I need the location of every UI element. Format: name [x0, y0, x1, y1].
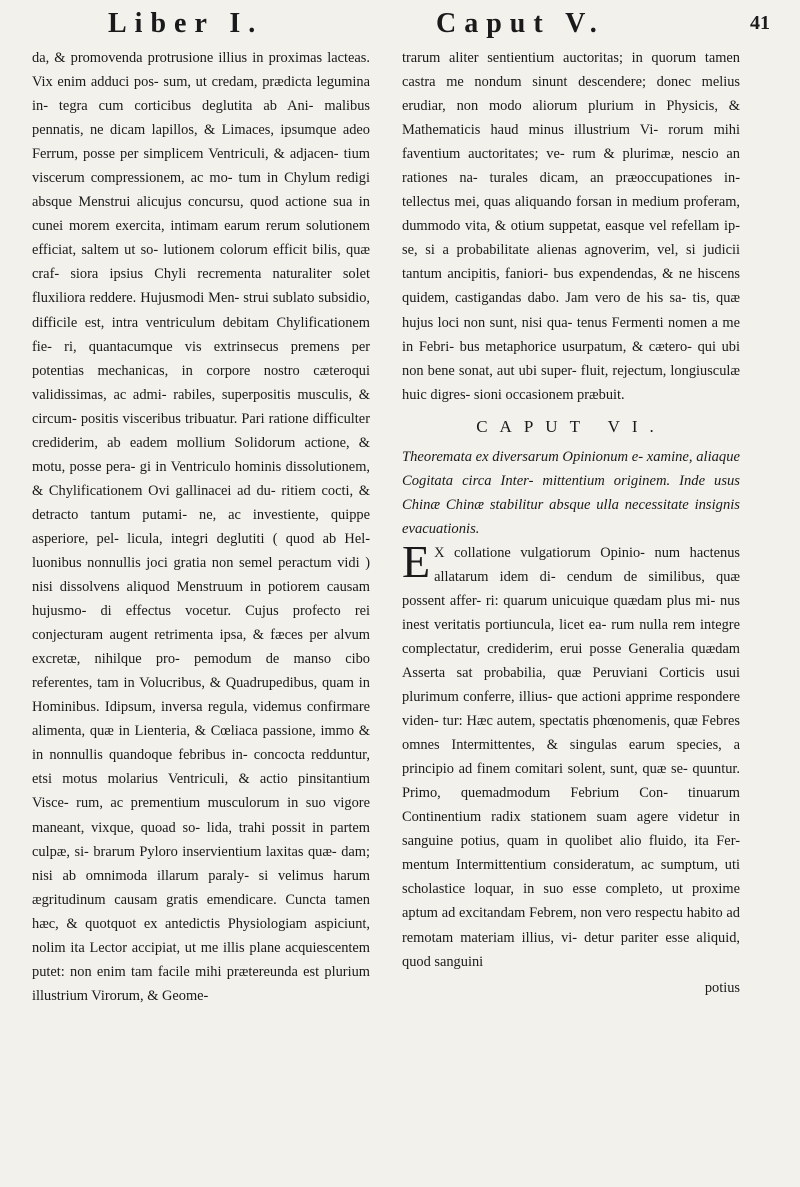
running-header	[60, 8, 770, 48]
right-running-head: Caput V.	[436, 8, 605, 39]
left-running-head: Liber I.	[108, 8, 264, 39]
right-column-text-before: trarum aliter sentientium auctoritas; in quorum tamen castra me nondum sinunt descendere; donec melius erudiar, non modo aliorum plurium in Physicis, & Mathematicis haud minus illustrium Vi- rorum mihi faventium auctoritates; ve- rum & plurimæ, nescio an rationes na- turales dicam, an præoccupationes in- tellectus mei, quas aliquando forsan in medium proferam, dummodo vita, & otium suppetat, easque vel refellam ip- se, si a probabilitate alienas agnoverim, vel, si judicii tantum ancipitis, faniori- bus expendendas, & ne hiscens quidem, castigandas dabo. Jam vero de his sa- tis, quæ hujus loci non sunt, nisi qua- tenus Fermenti nomen a me in Febri- bus metaphorice usurpatum, & cætero- qui ubi non bene sonat, aut ubi super- fluit, rejectum, longiusculæ huic digres- sioni occasionem præbuit.	[402, 50, 740, 403]
drop-initial: E	[402, 535, 431, 587]
left-column	[32, 46, 370, 1008]
catchword: potius	[704, 979, 740, 996]
left-column-text: da, & promovenda protrusione illius in proximas lacteas. Vix enim adduci pos- sum, ut credam, prædicta legumina in- tegra cum corticibus deglutita ab Ani- malibus pennatis, ne dicam lapillos, & Limaces, ipsumque adeo Ferrum, posse per simplicem Ventriculi, & adjacen- tium viscerum compressionem, ac mo- tum in Chylum redigi absque Menstrui alicujus concursu, quod actione sua in cunei morem exercita, intimam earum rerum solutionem efficiat, saltem ut so- lutionem colorum efficit bilis, quæ craf- siora ipsius Chyli recrementa naturaliter solet fluxiliora reddere. Hujusmodi Men- strui sublato subsidio, difficile est, intra ventriculum debitam Chylificationem fie- ri, quantacumque vis extrinsecus premens per potentias mechanicas, in corpore nostro cæteroqui validissimas, ac admi- rabiles, superpositis musculis, & circum- positis visceribus tribuatur. Pari ratione difficulter crediderim, ab eadem mollium Solidorum actione, & motu, posse pera- gi in Ventriculo hominis dissolutionem, & Chylificationem Ovi gallinacei ad du- ritiem cocti, & detracto tantum putami- ne, ac investiente, quippe asperiore, pel- licula, integri deglutiti ( quod ab Hel- luonibus nonnullis joci gratia non semel peractum vidi ) nisi dissolvens aliquod Menstruum in potiorem causam hujusmo- di effectus vocetur. Cujus profecto rei conjecturam augent retrimenta ipsa, & fæces per alvum excretæ, nihilque pro- pemodum de manso cibo referentes, tam in Volucribus, & Quadrupedibus, quam in Hominibus. Idipsum, inversa regula, videmus confirmare alimenta, quæ in Lienteria, & Cœliaca passione, immo & in nonnullis quandoque febribus in- concocta redduntur, etsi motus molarius Ventriculi, & actio pinsitantium Visce- rum, ac prementium musculorum in suo vigore maneant, vixque, quoad so- lida, trahi possit in partem culpæ, si- brarum Pyloro inservientium laxitas quæ- dam; nisi ab omnimoda illarum paraly- si velimus harum ægritudinum causam gratis emendicare. Cuncta tamen hæc, & quotquot ex antedictis Physiologiam aspiciunt, nolim ita Lector accipiat, ut me illis plane acquiescentem putet: non enim tam facile mihi prætereunda est plurium illustrium Virorum, & Geome-	[32, 50, 370, 1004]
right-column	[402, 46, 740, 1000]
chapter-heading: CAPUT VI.	[476, 416, 666, 436]
chapter-summary: Theoremata ex diversarum Opinionum e- xamine, aliaque Cogitata circa Inter- mittentium originem. Inde usus Chinæ Chinæ stabilitur absque ulla necessitate insignis evacuationis.	[402, 448, 740, 537]
chapter-body	[402, 535, 740, 974]
page-number: 41	[750, 12, 770, 34]
right-column-text-after: X collatione vulgatiorum Opinio- num hactenus allatarum idem di- cendum de similibus, quæ possent affer- ri: quarum unicuique quædam plus mi- nus inest veritatis portiuncula, licet ea- rum nulla rem integre complectatur, crediderim, erui posse Generalia quædam Asserta sat probabilia, quæ Peruviani Corticis usui plurimum conferre, illius- que actioni apprime respondere viden- tur: Hæc autem, spectatis phœnomenis, quæ Febres omnes Intermittentes, & singulas earum species, a principio ad finem comitari solent, sunt, quæ se- quuntur. Primo, quemadmodum Febrium Con- tinuarum Continentium radix stationem suam agere videtur in sanguine potius, quam in quolibet alio fluido, ita Fer- mentum Intermittentium consideratum, ac sumptum, uti scholastice loquar, in suo esse completo, ut proxime aptum ad excitandam Febrem, non vero respectu habito ad remotam materiam illius, vi- detur pariter esse aliquid, quod sanguini	[402, 544, 740, 970]
